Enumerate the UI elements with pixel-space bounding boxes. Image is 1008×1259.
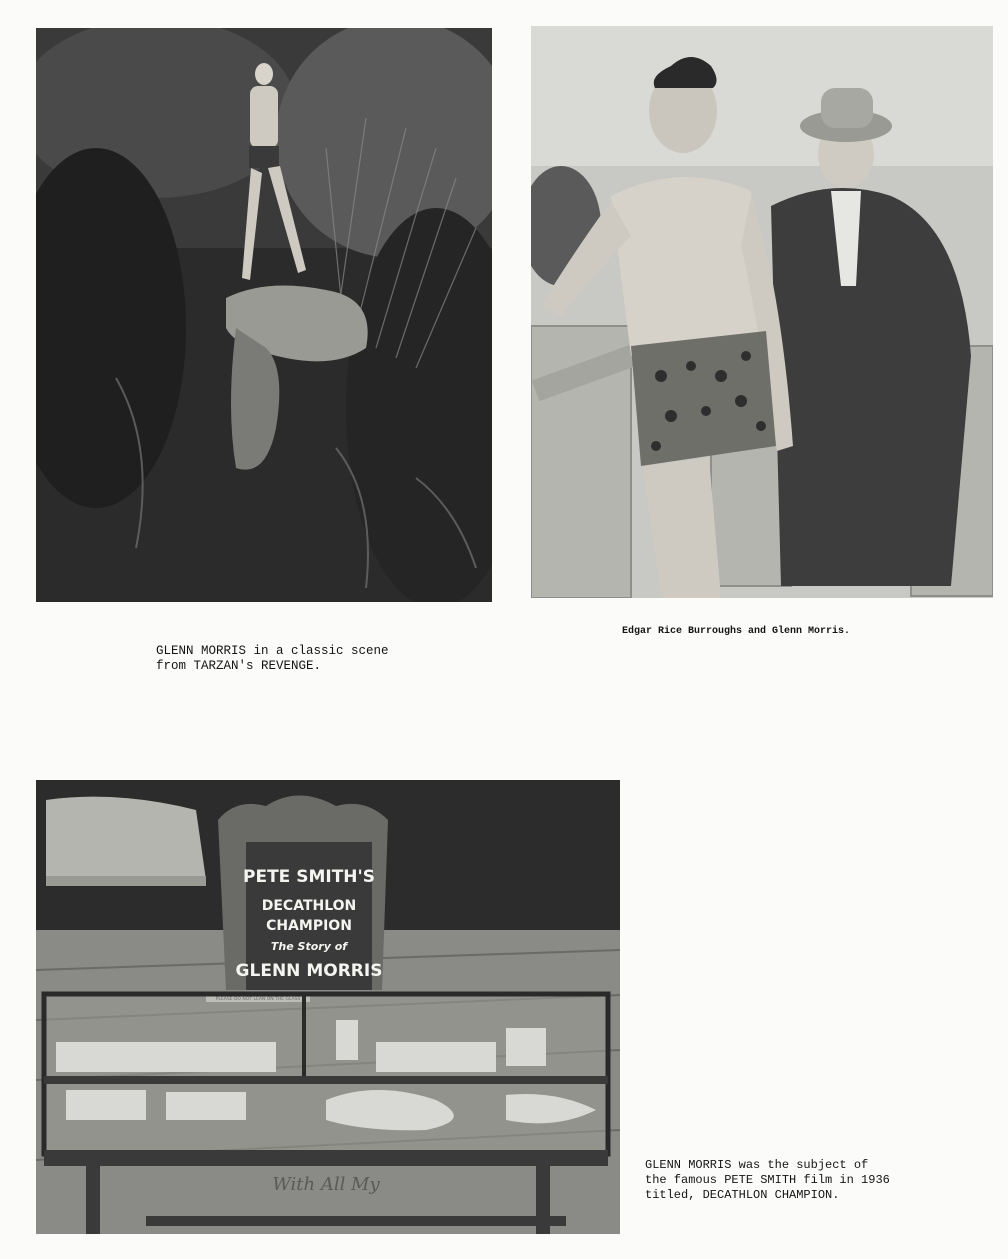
photo-tarzan-scene (36, 28, 492, 602)
photo-burroughs-morris (531, 26, 993, 598)
caption-line: titled, DECATHLON CHAMPION. (645, 1188, 840, 1202)
poster-line-3: CHAMPION (266, 918, 352, 934)
caption-line: GLENN MORRIS in a classic scene (156, 644, 389, 658)
caption-burroughs-morris (622, 624, 850, 639)
poster-line-2: DECATHLON (261, 898, 357, 914)
caption-line: Edgar Rice Burroughs and Glenn Morris. (622, 626, 851, 637)
portrait-image (531, 26, 993, 598)
poster-line-1: PETE SMITH'S (243, 867, 375, 887)
caption-tarzan-scene (156, 644, 389, 674)
photo-display-case (36, 780, 620, 1234)
caption-display-case (645, 1158, 890, 1203)
poster-line-5: GLENN MORRIS (235, 961, 383, 981)
jungle-scene-image (36, 28, 492, 602)
caption-line: GLENN MORRIS was the subject of (645, 1158, 869, 1172)
display-case-image (36, 780, 620, 1234)
caption-line: the famous PETE SMITH film in 1936 (645, 1173, 890, 1187)
floor-writing: With All My (272, 1174, 380, 1195)
caption-line: from TARZAN's REVENGE. (156, 659, 322, 673)
poster-line-4: The Story of (270, 940, 348, 953)
